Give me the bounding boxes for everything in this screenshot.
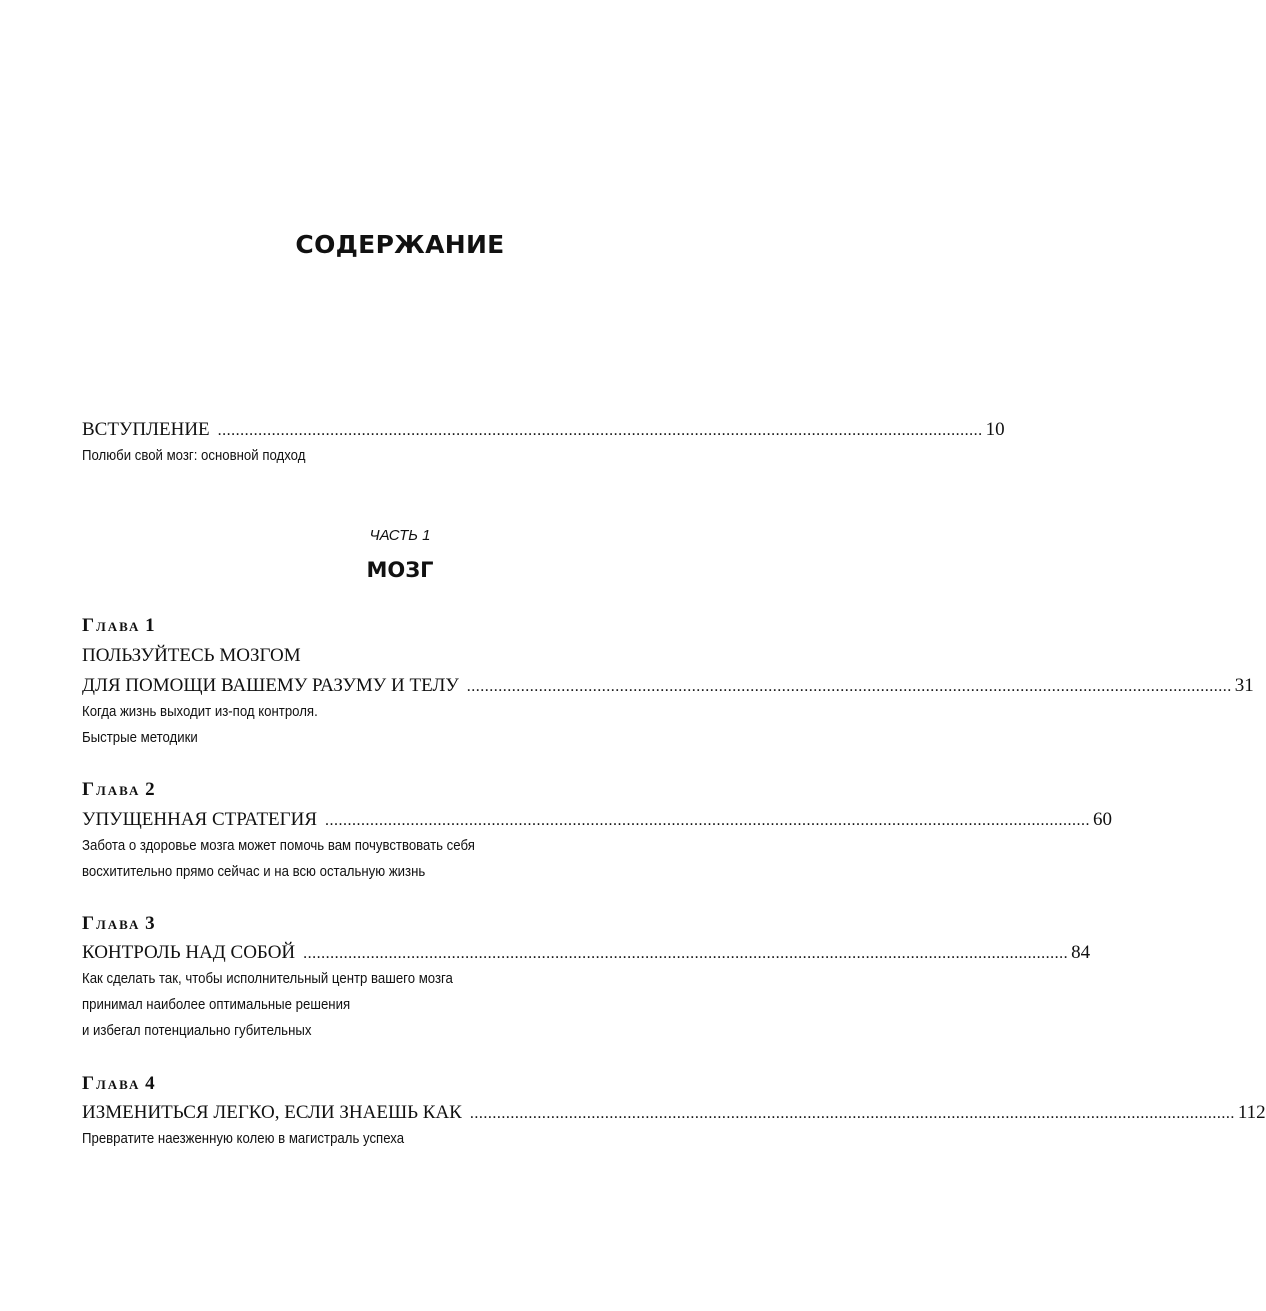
- toc-entry-chapter-1: [82, 674, 1254, 699]
- toc-entry-subtitle: Полюби свой мозг: основной подход: [82, 447, 306, 464]
- toc-entry-subtitle: Как сделать так, чтобы исполнительный центр вашего мозга: [82, 970, 453, 987]
- toc-entry-chapter-4: [82, 1101, 1266, 1126]
- toc-entry-subtitle: Забота о здоровье мозга может помочь вам почувствовать себя: [82, 837, 475, 854]
- toc-entry-subtitle: Быстрые методики: [82, 729, 198, 746]
- toc-entry-title: УПУЩЕННАЯ СТРАТЕГИЯ: [82, 809, 318, 830]
- page-number: 60: [1093, 809, 1113, 830]
- dot-leader: ..........................................................................................................................................................................: [325, 812, 1091, 829]
- dot-leader: ..........................................................................................................................................................................: [217, 422, 983, 439]
- toc-entry-title: ДЛЯ ПОМОЩИ ВАШЕМУ РАЗУМУ И ТЕЛУ: [82, 675, 459, 696]
- toc-entry-intro: [82, 418, 1005, 443]
- chapter-label: Глава 4: [82, 1073, 155, 1094]
- toc-entry-chapter-3: [82, 941, 1091, 966]
- chapter-label: Глава 1: [82, 615, 155, 636]
- toc-entry-subtitle: восхитительно прямо сейчас и на всю остальную жизнь: [82, 863, 426, 880]
- dot-leader: ..........................................................................................................................................................................: [469, 1105, 1235, 1122]
- toc-entry-chapter-2: [82, 808, 1113, 833]
- dot-leader: ..........................................................................................................................................................................: [303, 945, 1069, 962]
- page-number: 112: [1237, 1102, 1266, 1123]
- page-number: 31: [1234, 675, 1254, 696]
- page-title: СОДЕРЖАНИЕ: [295, 230, 505, 259]
- dot-leader: ..........................................................................................................................................................................: [466, 678, 1232, 695]
- toc-entry-subtitle: принимал наиболее оптимальные решения: [82, 996, 351, 1013]
- page-number: 10: [985, 419, 1005, 440]
- page-number: 84: [1071, 942, 1091, 963]
- toc-entry-title: ПОЛЬЗУЙТЕСЬ МОЗГОМ: [82, 645, 301, 666]
- part-label: ЧАСТЬ 1: [369, 527, 431, 544]
- chapter-label: Глава 2: [82, 779, 155, 800]
- toc-entry-title: ИЗМЕНИТЬСЯ ЛЕГКО, ЕСЛИ ЗНАЕШЬ КАК: [82, 1102, 462, 1123]
- toc-entry-subtitle: и избегал потенциально губительных: [82, 1022, 312, 1039]
- toc-entry-title: ВСТУПЛЕНИЕ: [82, 419, 210, 440]
- part-title: МОЗГ: [366, 558, 434, 582]
- toc-entry-subtitle: Превратите наезженную колею в магистраль успеха: [82, 1130, 405, 1147]
- chapter-label: Глава 3: [82, 913, 155, 934]
- toc-entry-title: КОНТРОЛЬ НАД СОБОЙ: [82, 942, 296, 963]
- toc-entry-subtitle: Когда жизнь выходит из-под контроля.: [82, 703, 318, 720]
